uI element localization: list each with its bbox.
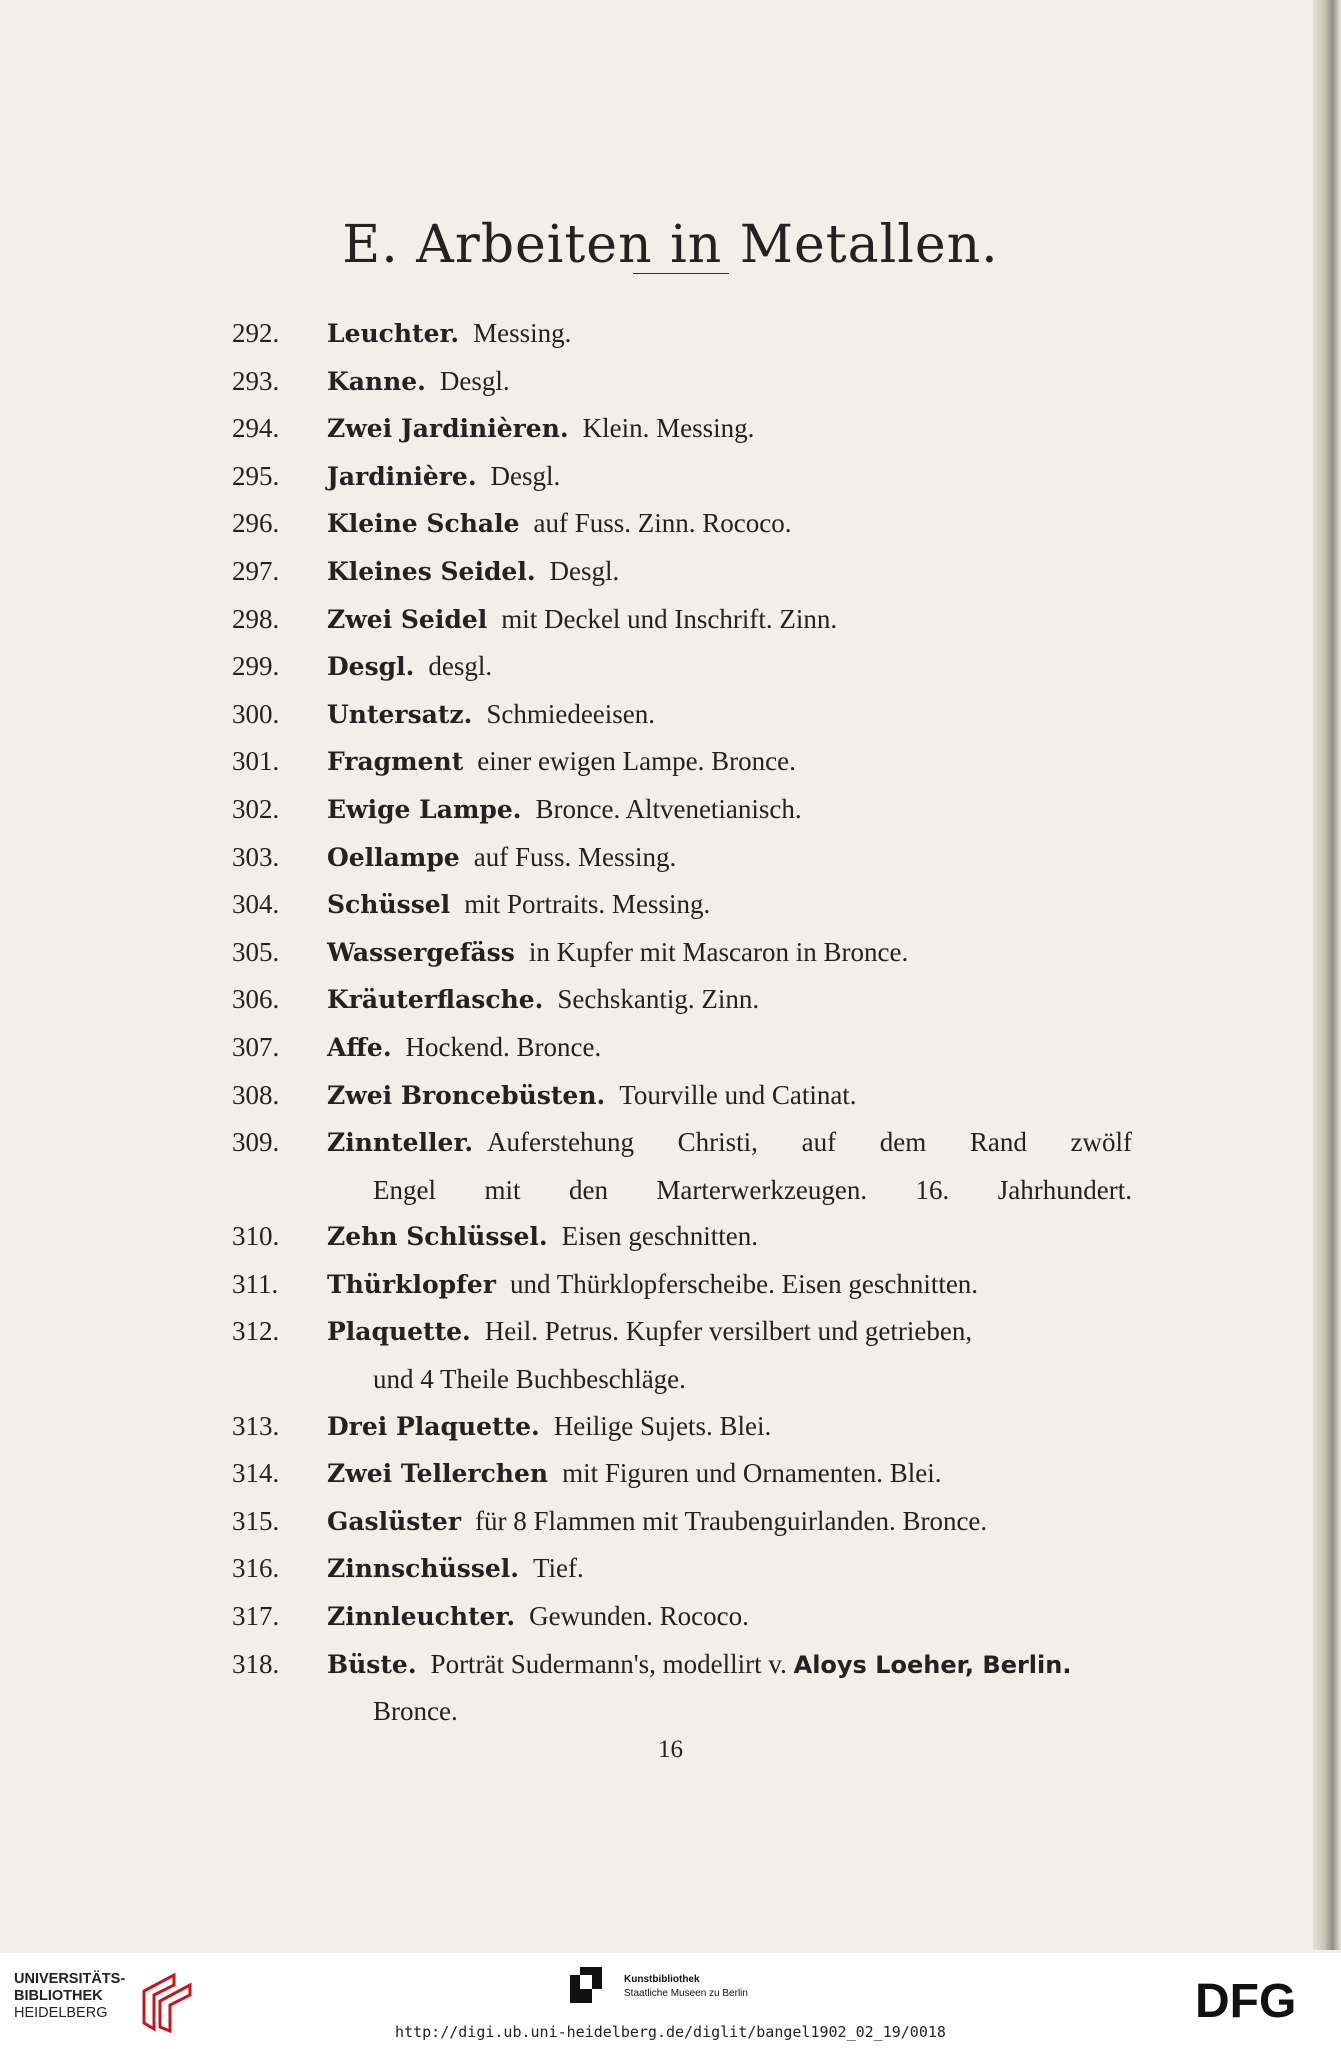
catalog-entry bbox=[232, 881, 1132, 929]
page-number: 16 bbox=[658, 1736, 683, 1763]
entry-description: auf Fuss. Messing. bbox=[473, 841, 677, 872]
entry-number: 310. bbox=[232, 1221, 280, 1252]
entry-name: Zinnteller. bbox=[327, 1128, 474, 1158]
catalog-entry bbox=[232, 643, 1132, 691]
entry-number: 313. bbox=[232, 1410, 280, 1441]
entry-name: Wassergefäss bbox=[327, 937, 515, 967]
kb-subtitle: Staatliche Museen zu Berlin bbox=[624, 1988, 748, 1999]
entry-description: Heil. Petrus. Kupfer versilbert und getrieben, bbox=[484, 1316, 973, 1347]
entry-description: Tourville und Catinat. bbox=[619, 1079, 857, 1110]
entry-description: für 8 Flammen mit Traubenguirlanden. Bronce. bbox=[475, 1505, 988, 1536]
catalog-entry bbox=[232, 358, 1132, 406]
entry-description: Heilige Sujets. Blei. bbox=[553, 1410, 772, 1441]
university-library-logo[interactable] bbox=[14, 1971, 214, 2031]
entry-name: Zehn Schlüssel. bbox=[327, 1222, 548, 1252]
entry-description: mit Portraits. Messing. bbox=[464, 889, 711, 920]
entry-number: 304. bbox=[232, 889, 280, 920]
catalog-entry bbox=[232, 405, 1132, 453]
entry-number: 292. bbox=[232, 318, 280, 348]
catalog-entry bbox=[232, 738, 1132, 786]
entry-number: 295. bbox=[232, 460, 280, 491]
entry-number: 311. bbox=[232, 1268, 279, 1299]
entry-name: Zwei Seidel bbox=[327, 604, 488, 634]
entry-description: Desgl. bbox=[439, 365, 510, 396]
entry-description: Tief. bbox=[533, 1553, 584, 1584]
entry-description: einer ewigen Lampe. Bronce. bbox=[477, 746, 796, 777]
entry-name: Kleine Schale bbox=[327, 509, 520, 539]
entry-number: 314. bbox=[232, 1458, 280, 1489]
entry-number: 312. bbox=[232, 1316, 280, 1347]
catalog-entry bbox=[232, 453, 1132, 501]
catalog-entry bbox=[232, 548, 1132, 596]
entry-number: 294. bbox=[232, 413, 280, 444]
entry-name: Kleines Seidel. bbox=[327, 556, 536, 586]
entry-number: 293. bbox=[232, 365, 280, 396]
catalog-entry bbox=[232, 500, 1132, 548]
entry-number: 309. bbox=[232, 1127, 280, 1158]
entry-description: Gewunden. Rococo. bbox=[529, 1601, 749, 1632]
entry-name: Fragment bbox=[327, 747, 464, 777]
footer-bar bbox=[0, 1953, 1341, 2049]
entry-description: desgl. bbox=[428, 651, 493, 682]
page-title: E. Arbeiten in Metallen. bbox=[342, 214, 999, 275]
catalog-entry bbox=[232, 310, 1132, 358]
entry-name: Thürklopfer bbox=[327, 1269, 496, 1299]
catalog-entry bbox=[232, 1213, 1132, 1261]
catalog-entry bbox=[232, 976, 1132, 1024]
entry-name: Jardinière. bbox=[327, 461, 477, 491]
entry-number: 303. bbox=[232, 841, 280, 872]
entry-name: Kanne. bbox=[327, 366, 426, 396]
entry-description: Porträt Sudermann's, modellirt v. bbox=[430, 1648, 787, 1679]
catalog-entry bbox=[232, 834, 1132, 882]
entry-name: Affe. bbox=[327, 1032, 392, 1062]
catalog-entry bbox=[232, 1545, 1132, 1593]
entry-name: Ewige Lampe. bbox=[327, 794, 522, 824]
entry-number: 298. bbox=[232, 603, 280, 634]
entry-number: 308. bbox=[232, 1079, 280, 1110]
entry-number: 307. bbox=[232, 1031, 280, 1062]
entry-name: Oellampe bbox=[327, 842, 460, 872]
entry-description: Auferstehung Christi, auf dem Rand zwölf bbox=[487, 1127, 1132, 1158]
entry-number: 315. bbox=[232, 1505, 280, 1536]
entry-number: 296. bbox=[232, 508, 280, 539]
entry-description: und Thürklopferscheibe. Eisen geschnitten. bbox=[509, 1268, 979, 1299]
entry-description: Klein. Messing. bbox=[582, 413, 755, 444]
entry-continuation: und 4 Theile Buchbeschläge. bbox=[373, 1364, 686, 1395]
kb-name: Kunstbibliothek bbox=[624, 1974, 700, 1985]
entry-description: Hockend. Bronce. bbox=[405, 1031, 602, 1062]
entry-description: Eisen geschnitten. bbox=[561, 1221, 759, 1252]
entry-name: Drei Plaquette. bbox=[327, 1411, 540, 1441]
catalog-entry bbox=[232, 1403, 1132, 1451]
ub-name-line2: BIBLIOTHEK bbox=[14, 1988, 103, 2004]
entry-description: Messing. bbox=[473, 318, 572, 348]
catalog-entry bbox=[232, 1024, 1132, 1072]
catalog-entry bbox=[232, 1641, 1132, 1735]
kunstbibliothek-logo[interactable] bbox=[570, 1967, 830, 2017]
entry-description: Sechskantig. Zinn. bbox=[557, 984, 760, 1015]
entry-name: Desgl. bbox=[327, 652, 415, 682]
catalog-entry bbox=[232, 596, 1132, 644]
entry-name: Kräuterflasche. bbox=[327, 985, 544, 1015]
entry-name: Zinnschüssel. bbox=[327, 1554, 520, 1584]
catalog-entry bbox=[232, 1308, 1132, 1402]
entry-number: 300. bbox=[232, 698, 280, 729]
entry-name: Schüssel bbox=[327, 890, 451, 920]
catalog-entry bbox=[232, 1261, 1132, 1309]
entry-name: Zwei Tellerchen bbox=[327, 1459, 549, 1489]
entry-number: 305. bbox=[232, 936, 280, 967]
catalog-entry bbox=[232, 691, 1132, 739]
entry-name: Gaslüster bbox=[327, 1506, 461, 1536]
entry-number: 299. bbox=[232, 651, 280, 682]
entry-number: 317. bbox=[232, 1601, 280, 1632]
entry-number: 301. bbox=[232, 746, 280, 777]
entry-continuation: Bronce. bbox=[373, 1696, 458, 1727]
entry-name: Untersatz. bbox=[327, 699, 473, 729]
entry-name: Zwei Jardinièren. bbox=[327, 414, 569, 444]
entry-name: Leuchter. bbox=[327, 319, 460, 348]
entry-continuation: Engel mit den Marterwerkzeugen. 16. Jahrhundert. bbox=[373, 1174, 1132, 1205]
ub-name-line1: UNIVERSITÄTS- bbox=[14, 1971, 126, 1987]
entry-number: 297. bbox=[232, 555, 280, 586]
entry-name: Zinnleuchter. bbox=[327, 1602, 516, 1632]
ub-name-line3: HEIDELBERG bbox=[14, 2005, 108, 2021]
catalog-entry bbox=[232, 1072, 1132, 1120]
page-edge bbox=[1313, 0, 1341, 1950]
catalog-entry bbox=[232, 786, 1132, 834]
entry-description: Desgl. bbox=[549, 555, 620, 586]
catalog-entry bbox=[232, 1450, 1132, 1498]
catalog-entry bbox=[232, 1119, 1132, 1213]
entry-maker-name: Aloys Loeher, Berlin. bbox=[793, 1650, 1072, 1679]
entry-name: Zwei Broncebüsten. bbox=[327, 1080, 606, 1110]
dfg-logo-text: DFG bbox=[1195, 1975, 1297, 2023]
entry-number: 318. bbox=[232, 1648, 280, 1679]
dfg-logo[interactable] bbox=[1195, 1975, 1325, 2023]
catalog-entry bbox=[232, 929, 1132, 977]
entry-description: Desgl. bbox=[490, 460, 561, 491]
catalog-entry bbox=[232, 1593, 1132, 1641]
entry-number: 302. bbox=[232, 793, 280, 824]
entry-name: Büste. bbox=[327, 1649, 417, 1679]
entry-number: 306. bbox=[232, 984, 280, 1015]
entry-description: Schmiedeeisen. bbox=[486, 698, 656, 729]
catalog-entries bbox=[232, 310, 1132, 1735]
entry-name: Plaquette. bbox=[327, 1317, 471, 1347]
entry-number: 316. bbox=[232, 1553, 280, 1584]
title-rule bbox=[633, 273, 729, 274]
entry-description: Bronce. Altvenetianisch. bbox=[535, 793, 802, 824]
entry-description: auf Fuss. Zinn. Rococo. bbox=[533, 508, 792, 539]
catalog-entry bbox=[232, 1498, 1132, 1546]
source-url-link[interactable]: http://digi.ub.uni-heidelberg.de/diglit/bangel1902_02_19/0018 bbox=[395, 2023, 946, 2041]
entry-description: mit Figuren und Ornamenten. Blei. bbox=[562, 1458, 942, 1489]
entry-description: in Kupfer mit Mascaron in Bronce. bbox=[528, 936, 909, 967]
entry-description: mit Deckel und Inschrift. Zinn. bbox=[501, 603, 838, 634]
kunstbibliothek-emblem-icon bbox=[570, 1967, 602, 2003]
